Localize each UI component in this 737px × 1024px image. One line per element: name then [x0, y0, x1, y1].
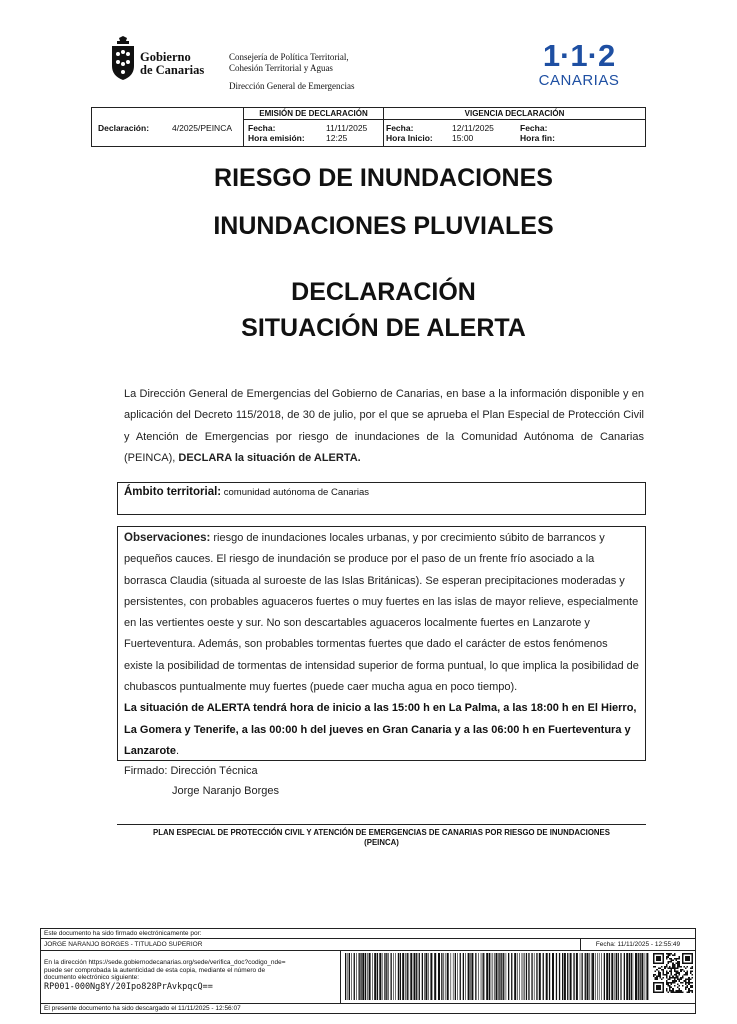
- declaration-id-cell: [92, 108, 244, 146]
- verify-line3: documento electrónico siguiente:: [44, 974, 140, 981]
- plan-footer-line2: (PEINCA): [364, 838, 399, 847]
- signer: JORGE NARANJO BORGES - TITULADO SUPERIOR: [41, 939, 581, 951]
- emision-fecha-value: 11/11/2025: [326, 123, 368, 133]
- download-note: El presente documento ha sido descargado el 11/11/2025 - 12:56:07: [41, 1003, 695, 1013]
- intro-text: La Dirección General de Emergencias del Gobierno de Canarias, en base a la información disponible y en aplicación del Decreto 115/2018, de 30 de julio, por el que se aprueba el Plan Especial de Protección Civil y Atención de Emergencias por riesgo de inundaciones de la Comunidad Autónoma de Canarias (PEINCA),: [124, 388, 644, 464]
- vigencia-fecha-label: Fecha:: [386, 123, 414, 133]
- signature-date: Fecha: 11/11/2025 - 12:55:49: [581, 939, 695, 951]
- observaciones-box: [117, 526, 646, 761]
- logo-112-number: 1·1·2: [542, 38, 616, 73]
- firmado-label: Firmado: Dirección Técnica: [124, 765, 258, 777]
- fecha-fin-label: Fecha:: [520, 123, 548, 133]
- observaciones-end: .: [175, 744, 180, 757]
- hora-inicio-label: Hora Inicio:: [386, 133, 433, 143]
- verify-line2: puede ser comprobada la autenticidad de esta copia, mediante el número de: [44, 966, 266, 974]
- title-inundaciones-pluviales: INUNDACIONES PLUVIALES: [213, 212, 554, 240]
- observaciones-label: Observaciones:: [124, 532, 211, 544]
- logo-112-canarias: [534, 40, 624, 89]
- plan-footer: [117, 824, 646, 848]
- verification-info: [41, 951, 341, 1003]
- title-riesgo: RIESGO DE INUNDACIONES: [214, 164, 553, 192]
- barcode: [343, 953, 649, 1000]
- hora-fin-label: Hora fin:: [520, 133, 555, 143]
- intro-paragraph: [124, 384, 644, 469]
- hora-emision-label: Hora emisión:: [248, 133, 305, 143]
- hora-inicio-value: 15:00: [452, 133, 474, 143]
- verify-line1[interactable]: En la dirección https://sede.gobiernodecanarias.org/sede/verifica_doc?codigo_nde=: [44, 959, 286, 966]
- verification-box: [40, 928, 696, 1014]
- ambito-label: Ámbito territorial:: [124, 486, 222, 498]
- consejeria-name: Consejería de Política Territorial, Cohesión Territorial y Aguas: [229, 52, 349, 73]
- gobierno-canarias-logo: [110, 36, 230, 84]
- observaciones-alert-schedule: La situación de ALERTA tendrá hora de inicio a las 15:00 h en La Palma, a las 18:00 h en El Hierro, La Gomera y Tenerife, a las 00:00 h del jueves en Gran Canaria y a las 06:00 h en Fuerteventura y Lanzarote: [124, 702, 637, 757]
- logo-112-canarias-text: CANARIAS: [538, 72, 620, 89]
- signed-note: Este documento ha sido firmado electrónicamente por:: [41, 929, 695, 939]
- intro-declara: DECLARA la situación de ALERTA.: [178, 451, 361, 464]
- gobierno-canarias-name: Gobierno de Canarias: [140, 50, 205, 77]
- firmado-name: Jorge Naranjo Borges: [172, 785, 280, 797]
- declaracion-label: Declaración:: [98, 123, 150, 133]
- vigencia-fecha-value: 12/11/2025: [452, 123, 494, 133]
- emision-cell: [244, 108, 384, 146]
- verification-code: RP001-000Ng8Y/20Ipo828PrAvkpqcQ==: [44, 981, 213, 992]
- direccion-general: Dirección General de Emergencias: [229, 81, 355, 91]
- observaciones-text: riesgo de inundaciones locales urbanas, y por crecimiento súbito de barrancos y pequeños cauces. El riesgo de inundación se produce por el paso de un frente frío asociado a la borrasca Claudia (situada al suroeste de las Islas Británicas). Se esperan precipitaciones moderadas y persistentes, con probables aguaceros fuertes o muy fuertes en las islas de mayor relieve, especialmente en las vertientes oeste y sur. No son descartables aguaceros localmente fuertes en Lanzarote y Fuerteventura. Además, son probables tormentas fuertes que dado el carácter de estos fenómenos existe la posibilidad de tormentas de intensidad superior de forma puntual, lo que implica la posibilidad de chubascos puntualmente muy fuertes (puede caer mucha agua en poco tiempo).: [124, 532, 639, 694]
- title-situacion-alerta: SITUACIÓN DE ALERTA: [241, 314, 526, 342]
- declaration-table: [91, 107, 646, 147]
- emision-fecha-label: Fecha:: [248, 123, 276, 133]
- hora-emision-value: 12:25: [326, 133, 348, 143]
- qr-code: [653, 953, 693, 993]
- emision-header: EMISIÓN DE DECLARACIÓN: [244, 108, 383, 120]
- signature-block: [124, 761, 279, 801]
- coat-of-arms-icon: [110, 36, 136, 82]
- title-declaracion: DECLARACIÓN: [291, 278, 476, 306]
- vigencia-header: VIGENCIA DECLARACIÓN: [384, 108, 645, 120]
- declaracion-value: 4/2025/PEINCA: [172, 123, 233, 133]
- ambito-value: comunidad autónoma de Canarias: [223, 487, 369, 498]
- ambito-box: [117, 482, 646, 515]
- vigencia-cell: [384, 108, 645, 146]
- plan-footer-line1: PLAN ESPECIAL DE PROTECCIÓN CIVIL Y ATENCIÓN DE EMERGENCIAS DE CANARIAS POR RIESGO DE INUNDACIONES: [153, 828, 610, 837]
